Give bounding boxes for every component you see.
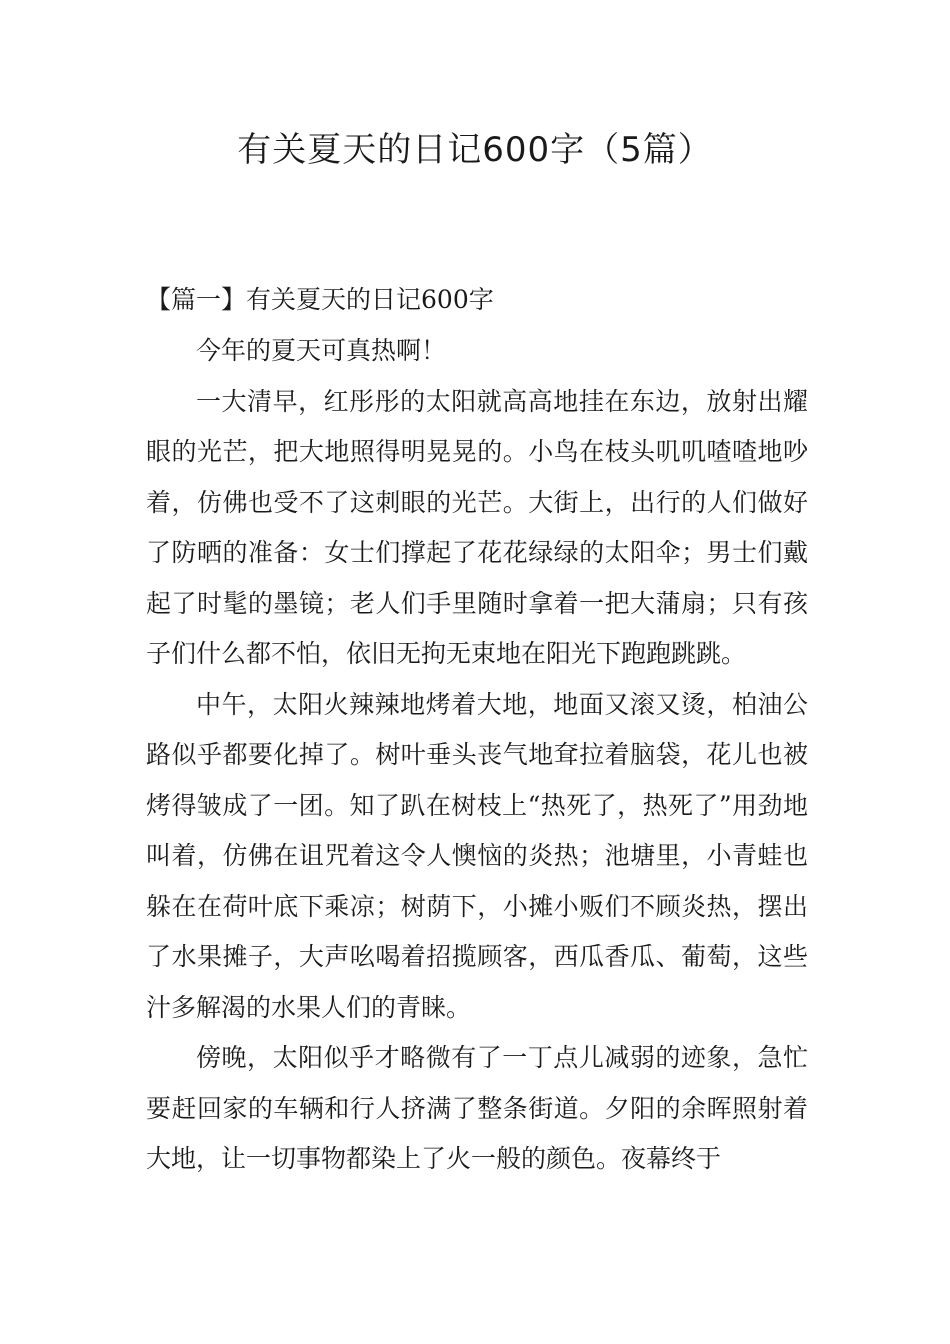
- paragraph-4: 傍晚，太阳似乎才略微有了一丁点儿减弱的迹象，急忙要赶回家的车辆和行人挤满了整条街道。夕阳的余晖照射着大地，让一切事物都染上了火一般的颜色。夜幕终于: [146, 1043, 808, 1173]
- document-title: 有关夏天的日记600字（5篇）: [237, 130, 713, 170]
- paragraph-2: 一大清早，红彤彤的太阳就高高地挂在东边，放射出耀眼的光芒，把大地照得明晃晃的。小鸟在枝头叽叽喳喳地吵着，仿佛也受不了这刺眼的光芒。大街上，出行的人们做好了防晒的准备：女士们撑起了花花绿绿的太阳伞；男士们戴起了时髦的墨镜；老人们手里随时拿着一把大蒲扇；只有孩子们什么都不怕，依旧无拘无束地在阳光下跑跑跳跳。: [146, 386, 808, 668]
- section-heading: 【篇一】有关夏天的日记600字: [146, 285, 494, 314]
- article-body: [146, 326, 808, 1185]
- paragraph-1: 今年的夏天可真热啊！: [196, 336, 447, 365]
- paragraph-3: 中午，太阳火辣辣地烤着大地，地面又滚又烫，柏油公路似乎都要化掉了。树叶垂头丧气地耷拉着脑袋，花儿也被烤得皱成了一团。知了趴在树枝上“热死了，热死了”用劲地叫着，仿佛在诅咒着这令人懊恼的炎热；池塘里，小青蛙也躲在在荷叶底下乘凉；树荫下，小摊小贩们不顾炎热，摆出了水果摊子，大声吆喝着招揽顾客，西瓜香瓜、葡萄，这些汁多解渴的水果人们的青睐。: [146, 689, 808, 1022]
